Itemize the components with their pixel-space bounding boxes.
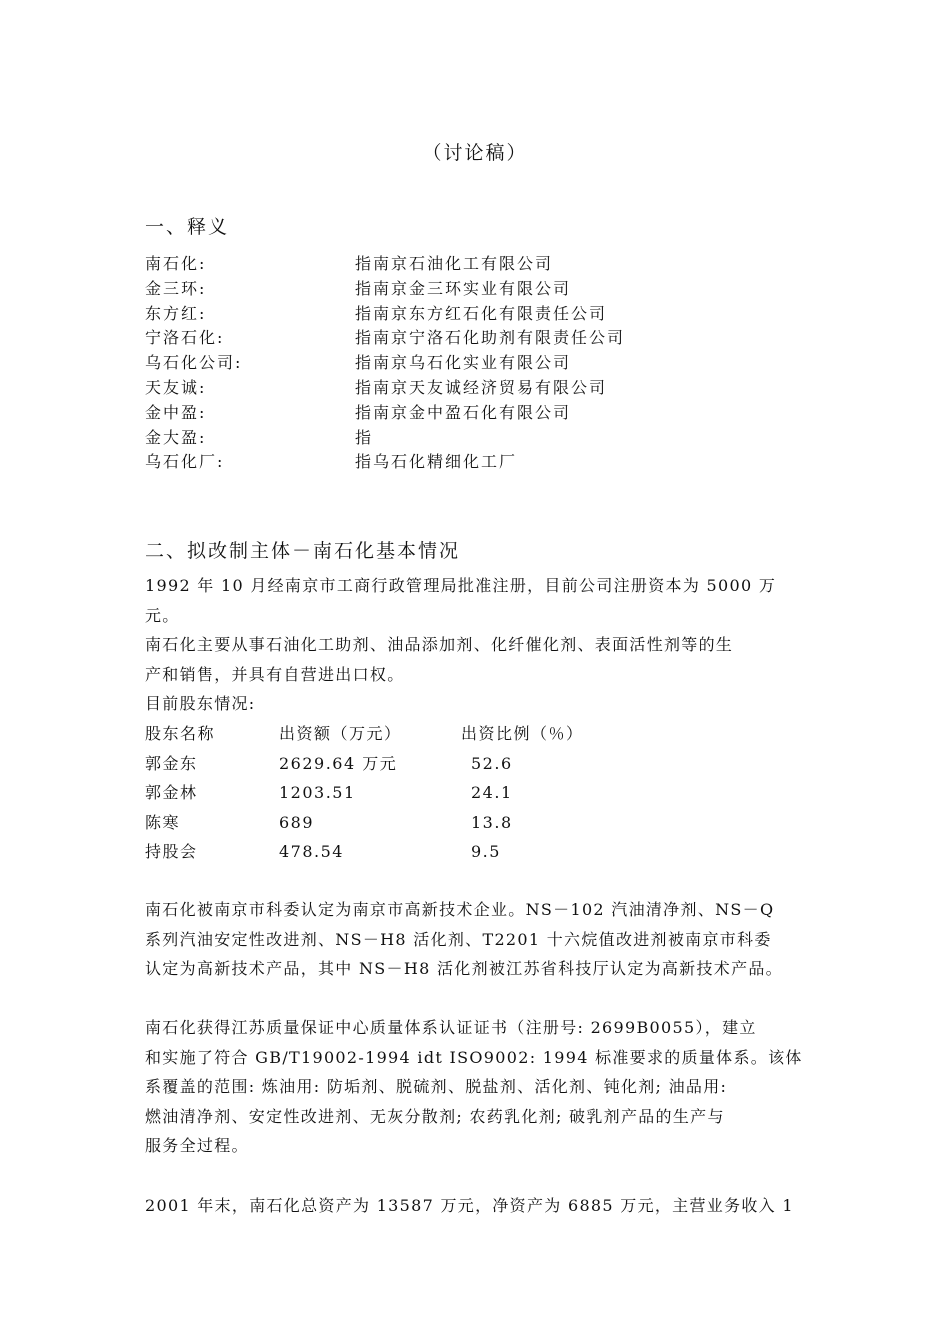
text-line: 和实施了符合 GB/T19002-1994 idt ISO9002: 1994 标准要求的质量体系。该体: [145, 1047, 803, 1067]
definition-row: [145, 401, 825, 426]
table-row: [145, 808, 745, 838]
definition-term: 乌石化厂:: [145, 452, 225, 472]
text-line: 目前股东情况:: [145, 694, 256, 713]
cell-amount: 2629.64 万元: [279, 753, 398, 773]
definition-row: [145, 277, 825, 302]
cell-ratio: 9.5: [471, 842, 501, 861]
cell-ratio: 13.8: [471, 812, 513, 832]
text-line: 服务全过程。: [145, 1136, 249, 1155]
hightech-paragraph: [145, 895, 825, 984]
definition-desc: 指南京东方红石化有限责任公司: [355, 303, 608, 323]
quality-paragraph: [145, 1013, 825, 1161]
section-heading-basic-info: 二、拟改制主体－南石化基本情况: [145, 540, 461, 562]
definition-row: [145, 302, 825, 327]
text-line: 元。: [145, 605, 180, 625]
cell-amount: 689: [279, 812, 315, 832]
text-line: 1992 年 10 月经南京市工商行政管理局批准注册，目前公司注册资本为 5000 万: [145, 576, 777, 595]
table-row: [145, 749, 745, 779]
definition-term: 宁洛石化:: [145, 328, 225, 348]
text-line: 南石化被南京市科委认定为南京市高新技术企业。NS－102 汽油清净剂、NS－Q: [145, 900, 775, 919]
text-line: 产和销售，并具有自营进出口权。: [145, 664, 405, 684]
cell-ratio: 24.1: [471, 783, 513, 802]
definition-term: 金三环:: [145, 278, 207, 298]
header-ratio: 出资比例（％）: [461, 724, 584, 743]
text-line: 南石化主要从事石油化工助剂、油品添加剂、化纤催化剂、表面活性剂等的生: [145, 635, 734, 654]
definition-desc: 指南京宁洛石化助剂有限责任公司: [355, 328, 626, 348]
definition-row: [145, 326, 825, 351]
definition-term: 天友诚:: [145, 377, 207, 397]
definition-term: 南石化:: [145, 254, 207, 273]
intro-paragraph: [145, 571, 825, 719]
section-heading-definitions: 一、释义: [145, 216, 230, 238]
cell-ratio: 52.6: [471, 753, 513, 773]
definition-desc: 指乌石化精细化工厂: [355, 452, 518, 472]
header-amount: 出资额（万元）: [279, 724, 402, 743]
table-row: [145, 837, 745, 867]
definition-term: 东方红:: [145, 303, 207, 323]
table-row: [145, 778, 745, 808]
definition-desc: 指南京金中盈石化有限公司: [355, 402, 572, 422]
definition-desc: 指: [355, 427, 374, 447]
definition-desc: 指南京乌石化实业有限公司: [355, 353, 572, 373]
cell-name: 郭金林: [145, 783, 198, 802]
definition-row: [145, 426, 825, 451]
document-title: （讨论稿）: [422, 142, 528, 164]
definition-row: [145, 351, 825, 376]
definition-term: 金大盈:: [145, 427, 207, 447]
definitions-list: [145, 252, 825, 475]
definition-term: 金中盈:: [145, 402, 207, 422]
text-line: 南石化获得江苏质量保证中心质量体系认证证书（注册号: 2699B0055），建立: [145, 1018, 757, 1037]
text-line: 2001 年末，南石化总资产为 13587 万元，净资产为 6885 万元，主营业务收入 1: [145, 1196, 794, 1215]
definition-row: [145, 450, 825, 475]
text-line: 燃油清净剂、安定性改进剂、无灰分散剂; 农药乳化剂; 破乳剂产品的生产与: [145, 1106, 725, 1126]
cell-amount: 1203.51: [279, 783, 356, 802]
table-header-row: [145, 719, 745, 749]
definition-desc: 指南京金三环实业有限公司: [355, 278, 572, 298]
text-line: 系列汽油安定性改进剂、NS－H8 活化剂、T2201 十六烷值改进剂被南京市科委: [145, 929, 772, 949]
finance-paragraph: [145, 1191, 825, 1221]
definition-desc: 指南京天友诚经济贸易有限公司: [355, 377, 608, 397]
text-line: 系覆盖的范围: 炼油用: 防垢剂、脱硫剂、脱盐剂、活化剂、钝化剂; 油品用:: [145, 1077, 728, 1096]
text-line: 认定为高新技术产品，其中 NS－H8 活化剂被江苏省科技厅认定为高新技术产品。: [145, 959, 783, 978]
definition-row: [145, 252, 825, 277]
cell-amount: 478.54: [279, 842, 344, 861]
cell-name: 持股会: [145, 842, 198, 861]
definition-row: [145, 376, 825, 401]
shareholder-table: [145, 719, 745, 867]
definition-desc: 指南京石油化工有限公司: [355, 254, 554, 273]
cell-name: 郭金东: [145, 753, 198, 773]
definition-term: 乌石化公司:: [145, 353, 243, 373]
cell-name: 陈寒: [145, 812, 181, 832]
header-name: 股东名称: [145, 724, 216, 743]
